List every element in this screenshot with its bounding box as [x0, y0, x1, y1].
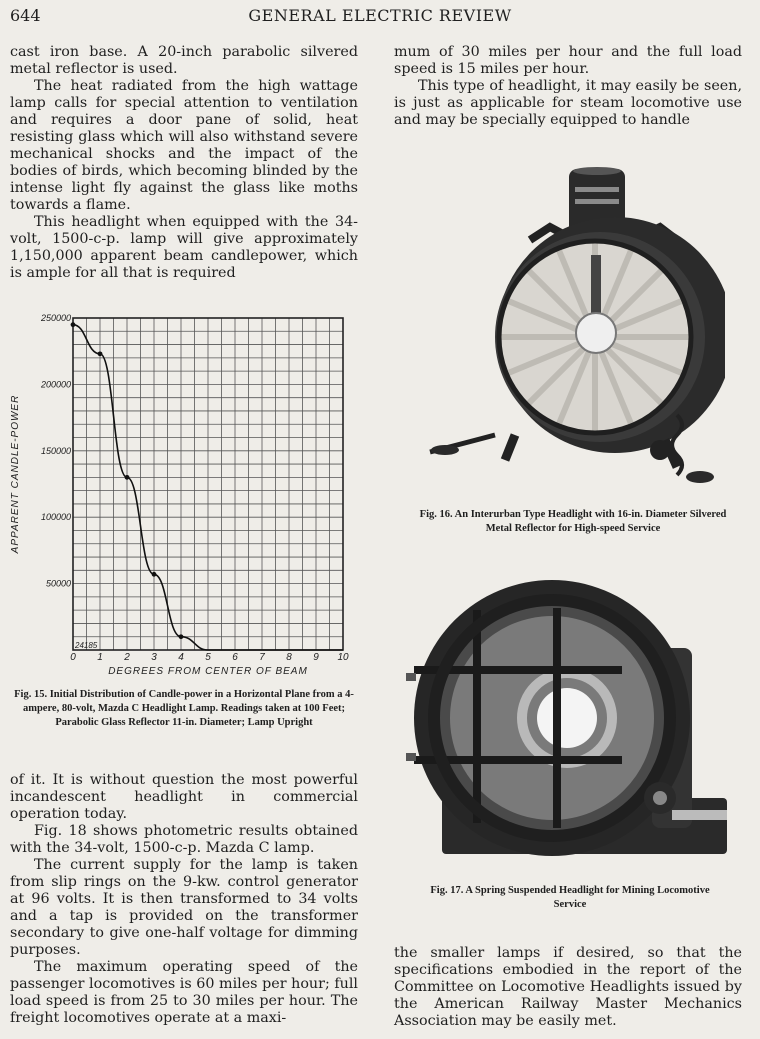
y-tick-label: 250000 [40, 313, 71, 323]
x-tick-label: 7 [259, 652, 265, 663]
y-tick-label: 100000 [40, 512, 71, 523]
x-tick-label: 6 [232, 652, 238, 663]
journal-title: GENERAL ELECTRIC REVIEW [248, 6, 512, 25]
data-point [125, 475, 130, 480]
x-axis-label: DEGREES FROM CENTER OF BEAM [108, 666, 308, 676]
fig15-caption: Fig. 15. Initial Distribution of Candle-power in a Horizontal Plane from a 4-ampere, 80-volt, Mazda C Headlight Lamp. Readings taken at 100 Feet; Parabolic Glass Reflector 11-in. Diameter; Lamp Upright [14, 689, 354, 728]
x-tick-label: 3 [151, 652, 157, 663]
origin-annotation: 24185 [75, 641, 98, 650]
x-tick-label: 8 [286, 652, 292, 663]
x-tick-label: 2 [124, 652, 130, 663]
page-number: 644 [10, 6, 41, 25]
paragraph: This type of headlight, it may easily be seen, is just as applicable for steam locomotive use and may be specially equipped to handle [394, 78, 742, 128]
right-column-bottom-text [394, 945, 742, 1030]
paragraph: This headlight when equipped with the 34-volt, 1500-c-p. lamp will give approximately 1,150,000 apparent beam candlepower, which is ample for all that is required [10, 214, 358, 281]
interurban-headlight-photo [415, 165, 725, 495]
paragraph: mum of 30 miles per hour and the full load speed is 15 miles per hour. [394, 44, 742, 77]
data-point [152, 572, 157, 577]
left-column-top-text [10, 44, 358, 282]
y-tick-label: 200000 [40, 379, 71, 390]
data-point [98, 351, 103, 356]
fig16-caption: Fig. 16. An Interurban Type Headlight with 16-in. Diameter Silvered Metal Reflector for High-speed Service [419, 509, 727, 534]
y-tick-label: 50000 [45, 578, 71, 589]
page-header [10, 6, 750, 28]
candle-power-chart [8, 308, 358, 676]
paragraph: The current supply for the lamp is taken from slip rings on the 9-kw. control generator at 96 volts. It is then transformed to 34 volts and a tap is provided on the transformer secondary to give one-half voltage for dimming purposes. [10, 857, 358, 958]
left-column-bottom-text [10, 772, 358, 1027]
data-point [179, 634, 184, 639]
y-tick-label: 150000 [40, 445, 71, 456]
x-tick-label: 9 [313, 652, 319, 663]
fig17-caption: Fig. 17. A Spring Suspended Headlight for Mining Locomotive Service [430, 885, 710, 910]
y-axis-label: APPARENT CANDLE-POWER [10, 394, 21, 554]
x-tick-label: 4 [178, 652, 184, 663]
paragraph: cast iron base. A 20-inch parabolic silvered metal reflector is used. [10, 44, 358, 77]
paragraph: the smaller lamps if desired, so that the specifications embodied in the report of the Committee on Locomotive Headlights issued by the American Railway Master Mechanics Association may be easily met. [394, 945, 742, 1029]
paragraph: of it. It is without question the most powerful incandescent headlight in commercial operation today. [10, 772, 358, 822]
x-tick-label: 0 [70, 652, 76, 663]
x-tick-label: 1 [97, 652, 103, 663]
x-tick-label: 5 [205, 652, 211, 663]
paragraph: The heat radiated from the high wattage lamp calls for special attention to ventilation and requires a door pane of solid, heat resisting glass which will also withstand severe mechanical shocks and the impact of the bodies of birds, which becoming blinded by the intense light fly against the glass like moths towards a flame. [10, 78, 358, 213]
right-column-top-text [394, 44, 742, 129]
paragraph: Fig. 18 shows photometric results obtained with the 34-volt, 1500-c-p. Mazda C lamp. [10, 823, 358, 856]
mining-headlight-photo [402, 578, 732, 863]
x-tick-label: 10 [337, 652, 349, 663]
data-point [71, 322, 76, 327]
paragraph: The maximum operating speed of the passenger locomotives is 60 miles per hour; full load speed is from 25 to 30 miles per hour. The freight locomotives operate at a maxi- [10, 959, 358, 1026]
